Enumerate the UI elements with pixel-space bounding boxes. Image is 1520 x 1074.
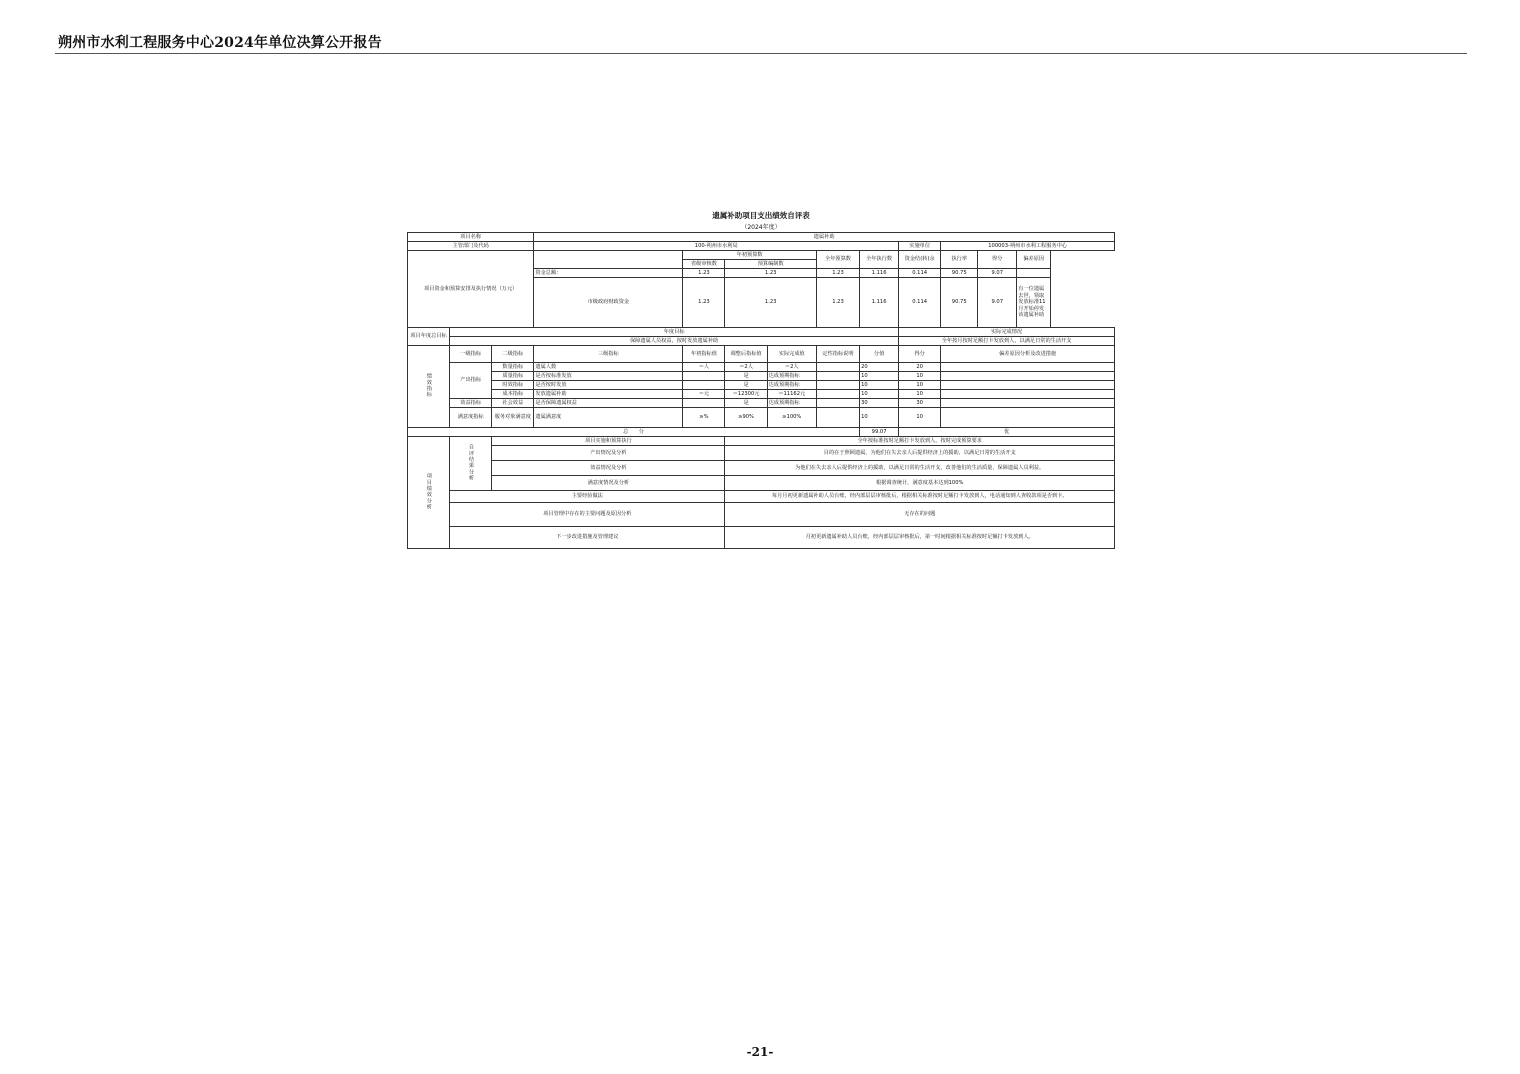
table-row [408,381,1115,390]
row-indicator-header [408,346,1115,363]
cell-value: 全年按标准按时足额打卡发放到人，按时完成预算要求 [725,437,1115,446]
cell-value [816,363,859,372]
cell-value: ＝人 [683,363,725,372]
cell-value: 是否按标准发放 [534,372,683,381]
cell-value: 0.114 [899,278,941,328]
cell-value: 1.116 [860,278,899,328]
cell-value: 10 [860,408,899,428]
cell-value: 90.75 [941,278,978,328]
cell-value: 成本指标 [492,390,534,399]
output-indicator-label: 产出指标 [450,363,492,399]
cell-label: 主要经验做法 [450,491,725,503]
cell-value: 100003-朔州市水利工程服务中心 [941,242,1115,251]
cell-value: ≥100% [767,408,816,428]
goal-section-label: 项目年度总目标 [408,328,450,346]
cell-value: 发放遗属补助 [534,390,683,399]
total-grade: 优 [899,428,1115,437]
table-year: （2024年度） [741,224,781,231]
table-row [408,363,1115,372]
cell-value: 10 [899,408,941,428]
cell-header: 三级指标 [534,346,683,363]
cell-value [683,381,725,390]
report-header-title: 朔州市水利工程服务中心2024年单位决算公开报告 [58,35,382,51]
cell-label: 市级政府财政资金 [534,278,683,328]
cell-header: 调整后指标值 [725,346,767,363]
self-eval-label: 自评结果分析 [450,437,492,491]
cell-value: 10 [899,372,941,381]
cell-header: 年度目标 [450,328,899,337]
row-analysis [408,446,1115,461]
cell-value: 1.23 [725,278,816,328]
performance-evaluation-table [407,232,1115,549]
indicator-section-label: 绩效指标 [408,346,450,428]
cell-header: 偏差原因分析及改进措施 [941,346,1115,363]
cell-value: 10 [860,390,899,399]
cell-value: 每月月初更新遗属补助人员台账，经内部层层审核批后，根据相关标准按时足额打卡发放到人，电话通知到人查收款项是否到卡。 [725,491,1115,503]
total-score: 99.07 [860,428,899,437]
cell-value: 10 [899,381,941,390]
cell-label: 项目管理中存在的主要问题及原因分析 [450,503,725,527]
total-label: 总 分 [408,428,860,437]
cell-value: 遗属满意度 [534,408,683,428]
header-divider [55,53,1467,54]
cell-header: 年初预算数 [683,251,817,260]
row-project-name [408,233,1115,242]
cell-header: 偏差原因 [1017,251,1051,269]
cell-header: 年初指标值 [683,346,725,363]
cell-value: 30 [899,399,941,408]
cell-value: 有一位遗属去世，领取发放标准11月开始停发该遗属补助 [1017,278,1051,328]
cell-label: 资金总额： [534,269,683,278]
cell-value [816,381,859,390]
cell-value [941,381,1115,390]
row-department [408,242,1115,251]
cell-value [683,399,725,408]
cell-value [683,372,725,381]
cell-header: 预算编制数 [725,260,816,269]
cell-value: 为他们在失去亲人后提供经济上的援助，以满足日常的生活开支，改善他们的生活质量，保障遗属人员利益。 [725,461,1115,476]
table-title: 遗属补助项目支出绩效自评表 [712,211,810,220]
cell-label: 项目实施和预算执行 [492,437,725,446]
page-number: -21- [746,1045,774,1059]
cell-value: 10 [860,372,899,381]
row-experience [408,491,1115,503]
cell-value: 是 [725,372,767,381]
row-analysis [408,437,1115,446]
table-row [408,408,1115,428]
cell-value: ＝11162元 [767,390,816,399]
cell-header: 资金结(转)余 [899,251,941,269]
fund-section-label: 项目资金和预算安排及执行情况（万元） [408,251,534,328]
cell-value: 质量指标 [492,372,534,381]
cell-header: 省级审核数 [683,260,725,269]
cell-value: ＝2人 [725,363,767,372]
cell-value [816,408,859,428]
row-fund-header-1 [408,251,1115,260]
cell-header: 实际完成值 [767,346,816,363]
cell-value: 是 [725,381,767,390]
cell-value: 9.07 [978,269,1017,278]
cell-value: 1.23 [683,269,725,278]
cell-value: 90.75 [941,269,978,278]
cell-value [941,363,1115,372]
cell-value: ≥90% [725,408,767,428]
row-next-steps [408,527,1115,549]
row-goal-values [408,337,1115,346]
cell-value: 100-朔州市水利局 [534,242,899,251]
cell-value [816,390,859,399]
cell-value: ＝元 [683,390,725,399]
cell-header: 执行率 [941,251,978,269]
cell-value: 达成预期指标 [767,372,816,381]
cell-value: 达成预期指标 [767,381,816,390]
analysis-section-label: 项目绩效分析 [408,437,450,549]
cell-value: 1.23 [816,278,859,328]
cell-header: 全年预算数 [816,251,859,269]
cell-empty [534,251,683,269]
cell-label: 下一步改进措施及管理建议 [450,527,725,549]
cell-value: 1.116 [860,269,899,278]
benefit-indicator-label: 效益指标 [450,399,492,408]
cell-header: 分值 [860,346,899,363]
cell-header: 定性指标说明 [816,346,859,363]
cell-value: 10 [899,390,941,399]
table-row [408,372,1115,381]
cell-label: 满意度情况及分析 [492,476,725,491]
cell-value: 1.23 [683,278,725,328]
cell-value: 服务对象满意度 [492,408,534,428]
table-row [408,399,1115,408]
satisfaction-indicator-label: 满意度指标 [450,408,492,428]
cell-value: 遗属人数 [534,363,683,372]
cell-header: 二级指标 [492,346,534,363]
cell-value: 保障遗属人员权益，按时发放遗属补助 [450,337,899,346]
cell-value [1017,269,1051,278]
cell-value: 1.23 [725,269,816,278]
cell-value: 社会效益 [492,399,534,408]
cell-value: 1.23 [816,269,859,278]
cell-value: 0.114 [899,269,941,278]
cell-value: ≥% [683,408,725,428]
row-analysis [408,476,1115,491]
cell-value: ＝12300元 [725,390,767,399]
cell-value: 10 [860,381,899,390]
cell-header: 得分 [899,346,941,363]
performance-table-section [407,210,1115,549]
row-goal-header [408,328,1115,337]
row-problems [408,503,1115,527]
cell-value: 月初更新遗属补助人员台账，经内部层层审核批后，第一时间根据相关标准按时足额打卡发放到人。 [725,527,1115,549]
cell-value: 20 [860,363,899,372]
cell-value: 全年按月按时足额打卡发放到人，以满足日常的生活开支 [899,337,1115,346]
cell-value [941,372,1115,381]
cell-value: 目的在于照顾遗属，为他们在失去亲人后提供经济上的援助，以满足日常的生活开支 [725,446,1115,461]
cell-value: 是 [725,399,767,408]
cell-value [941,390,1115,399]
cell-value: 9.07 [978,278,1017,328]
cell-label: 主管部门及代码 [408,242,534,251]
row-total [408,428,1115,437]
cell-label: 项目名称 [408,233,534,242]
cell-value: 达成预期指标 [767,399,816,408]
cell-value: 时效指标 [492,381,534,390]
cell-header: 一级指标 [450,346,492,363]
cell-label: 效益情况及分析 [492,461,725,476]
cell-value: 无存在的问题 [725,503,1115,527]
cell-value: 根据调查统计，满意度基本达到100% [725,476,1115,491]
cell-value: 是否按时发放 [534,381,683,390]
cell-value [941,399,1115,408]
cell-label: 产出情况及分析 [492,446,725,461]
cell-value: 30 [860,399,899,408]
cell-value [816,399,859,408]
cell-value [941,408,1115,428]
cell-label: 实施单位 [899,242,941,251]
cell-header: 得分 [978,251,1017,269]
cell-value: 遗属补助 [534,233,1115,242]
cell-header: 全年执行数 [860,251,899,269]
cell-value: 20 [899,363,941,372]
cell-value: ＝2人 [767,363,816,372]
cell-value [816,372,859,381]
cell-header: 实际完成情况 [899,328,1115,337]
cell-value: 是否保障遗属权益 [534,399,683,408]
row-analysis [408,461,1115,476]
table-row [408,390,1115,399]
cell-value: 数量指标 [492,363,534,372]
